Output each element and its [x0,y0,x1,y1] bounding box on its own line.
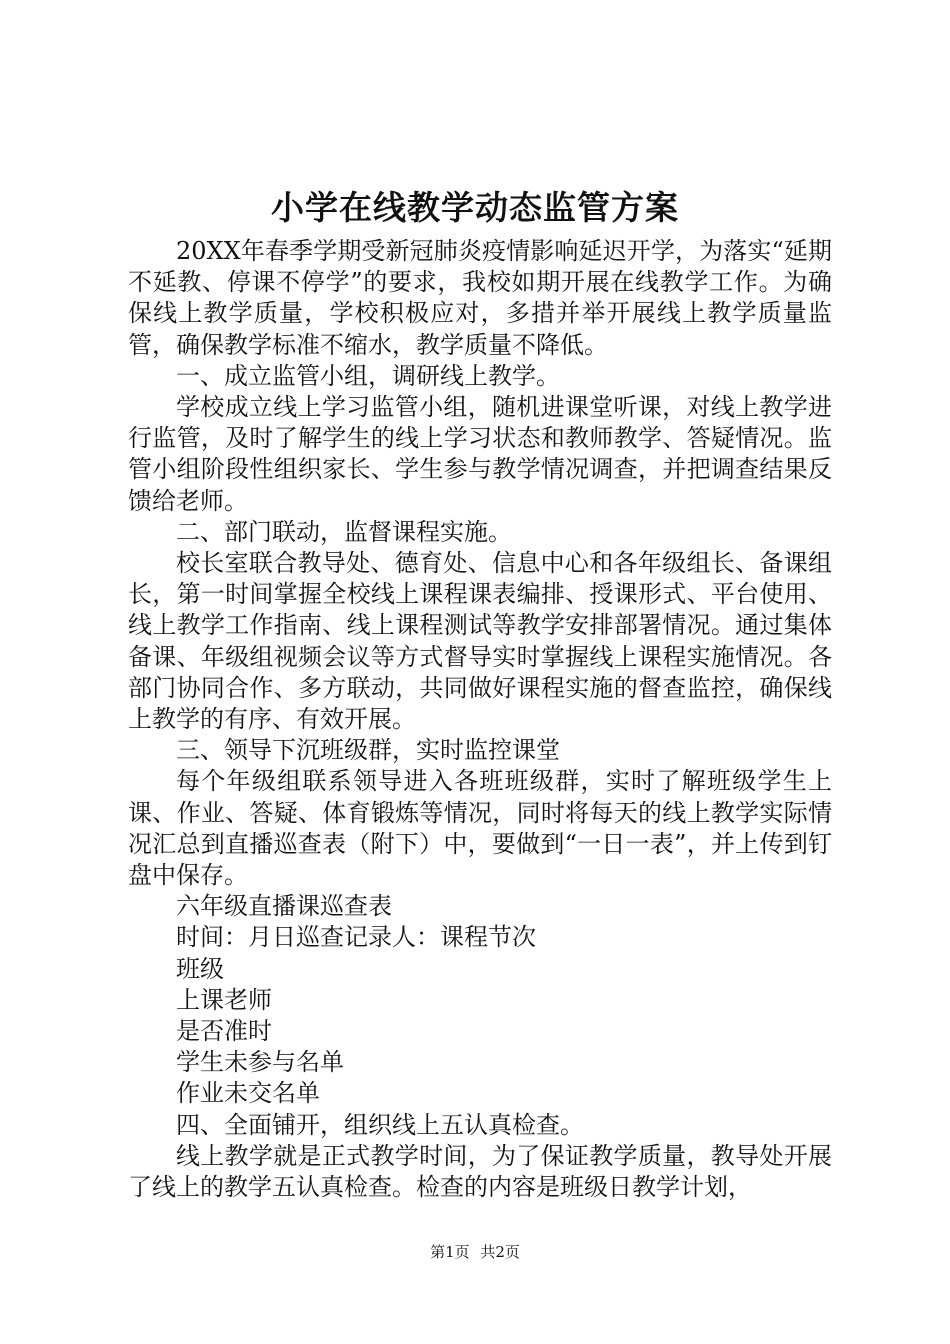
paragraph-section-1: 学校成立线上学习监管小组，随机进课堂听课，对线上教学进行监管，及时了解学生的线上学习状态和教师教学、答疑情况。监管小组阶段性组织家长、学生参与教学情况调查，并把调查结果反馈给老师。 [128,393,832,515]
section-heading-3: 三、领导下沉班级群，实时监控课堂 [176,736,560,765]
section-heading-1: 一、成立监管小组，调研线上教学。 [176,361,560,390]
inspection-field-on-time: 是否准时 [176,1017,272,1046]
section-heading-4: 四、全面铺开，组织线上五认真检查。 [176,1110,584,1139]
inspection-table-header: 时间：月日巡查记录人：课程节次 [176,923,536,952]
section-heading-2: 二、部门联动，监督课程实施。 [176,517,512,546]
paragraph-section-4: 线上教学就是正式教学时间，为了保证教学质量，教导处开展了线上的教学五认真检查。检查的内容是班级日教学计划， [128,1141,832,1202]
paragraph-section-3: 每个年级组联系领导进入各班班级群，实时了解班级学生上课、作业、答疑、体育锻炼等情况，同时将每天的线上教学实际情况汇总到直播巡查表（附下）中，要做到“一日一表”，并上传到钉盘中保存。 [128,767,832,890]
page-number-footer: 第1页 共2页 [430,1243,520,1261]
document-body [128,236,832,1203]
inspection-table-title: 六年级直播课巡查表 [176,892,392,921]
document-title: 小学在线教学动态监管方案 [271,188,679,227]
inspection-field-absent-students: 学生未参与名单 [176,1048,344,1077]
inspection-field-class: 班级 [176,954,224,983]
inspection-field-missing-homework: 作业未交名单 [176,1079,320,1108]
paragraph-section-2: 校长室联合教导处、德育处、信息中心和各年级组长、备课组长，第一时间掌握全校线上课程课表编排、授课形式、平台使用、线上教学工作指南、线上课程测试等教学安排部署情况。通过集体备课、年级组视频会议等方式督导实时掌握线上课程实施情况。各部门协同合作、多方联动，共同做好课程实施的督查监控，确保线上教学的有序、有效开展。 [128,549,832,734]
paragraph-intro: 20XX年春季学期受新冠肺炎疫情影响延迟开学，为落实“延期不延教、停课不停学”的要求，我校如期开展在线教学工作。为确保线上教学质量，学校积极应对，多措并举开展线上教学质量监管，确保教学标准不缩水，教学质量不降低。 [128,237,832,359]
inspection-field-teacher: 上课老师 [176,985,272,1014]
